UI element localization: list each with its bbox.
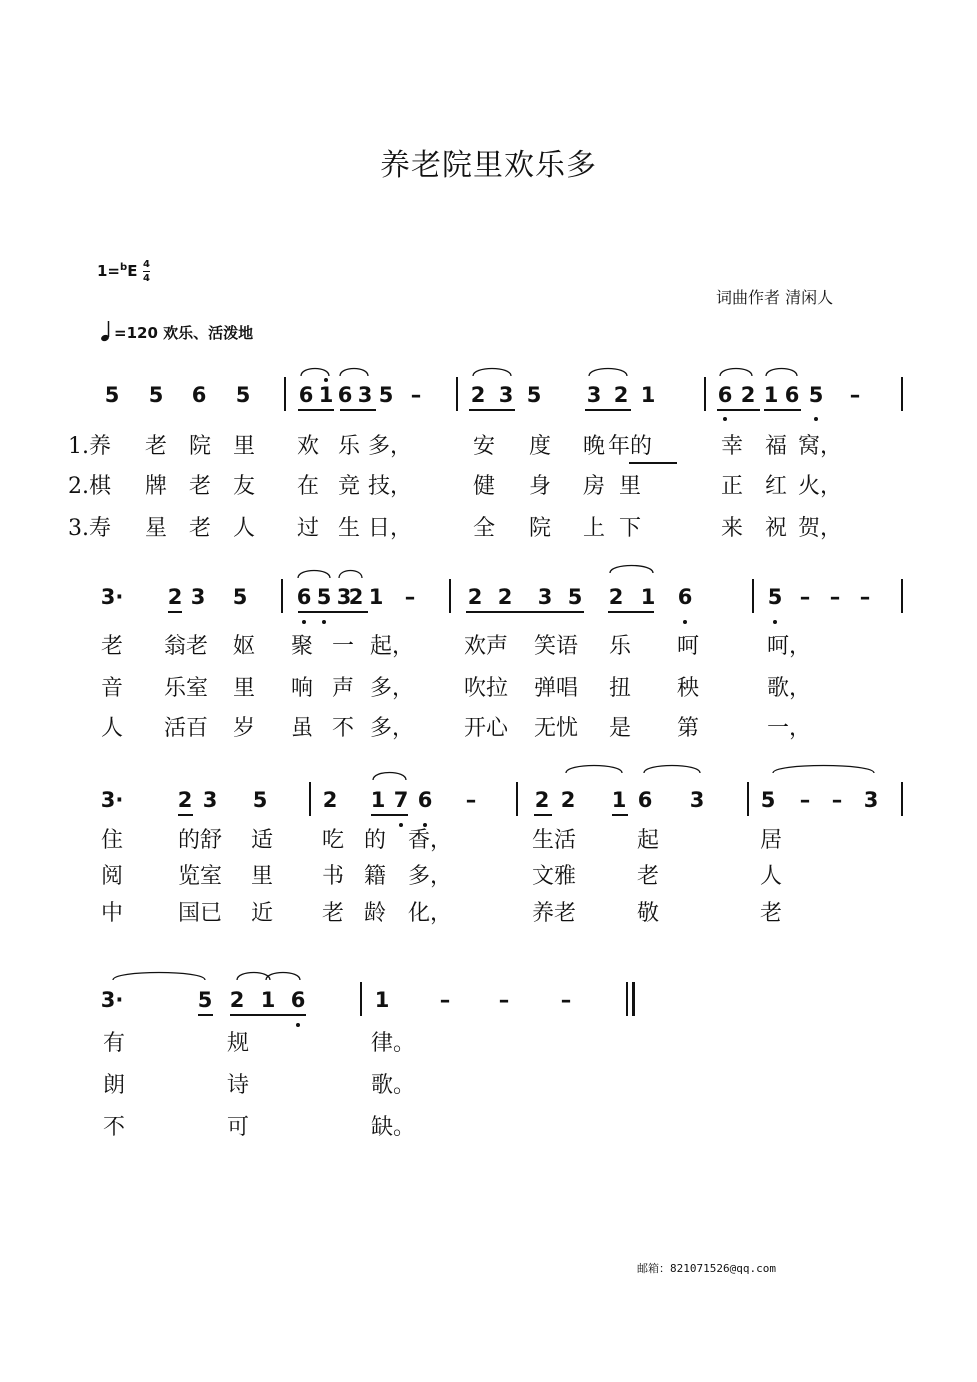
note: 5	[526, 383, 542, 407]
lyric: 1.养	[68, 434, 111, 459]
note: 2	[740, 383, 756, 407]
note: 3	[357, 383, 373, 407]
lyric: 香，	[407, 828, 453, 853]
lyric: 多，	[369, 676, 415, 701]
lyric: 聚	[290, 634, 314, 659]
lyric: 第	[676, 716, 700, 741]
lyric: 健	[472, 474, 496, 499]
slur	[589, 369, 627, 377]
lyric: 诗	[226, 1073, 250, 1098]
lyric: 歌，	[766, 676, 812, 701]
lyric: 人	[232, 516, 256, 541]
lyric: 生活	[531, 828, 577, 853]
lyric: 可	[226, 1115, 250, 1140]
lyric: 技，	[367, 474, 413, 499]
lyric: 福	[764, 434, 788, 459]
note: 3	[863, 788, 879, 812]
slur	[644, 766, 700, 774]
octave-dot	[296, 1023, 300, 1027]
slur	[473, 369, 511, 377]
note: 2	[534, 788, 550, 812]
lyric: 一	[331, 634, 355, 659]
lyric: 老	[636, 864, 660, 889]
lyric: 生	[337, 516, 361, 541]
lyric: 音	[100, 676, 124, 701]
lyric: 起，	[369, 634, 415, 659]
lyric: 籍	[363, 864, 387, 889]
lyric: 多，	[367, 434, 413, 459]
slur	[373, 773, 406, 781]
lyric: 览室	[177, 864, 223, 889]
lyric: 吃	[321, 828, 345, 853]
note: 5	[316, 585, 332, 609]
note: 2	[608, 585, 624, 609]
note: 1	[640, 383, 656, 407]
lyric: 幸	[720, 434, 744, 459]
lyric: 乐	[608, 634, 632, 659]
note: 5	[148, 383, 164, 407]
note: 5	[232, 585, 248, 609]
note: 6	[717, 383, 733, 407]
song-title: 养老院里欢乐多	[380, 148, 597, 183]
note: 2	[470, 383, 486, 407]
note: 1	[260, 988, 276, 1012]
note: 5	[235, 383, 251, 407]
lyric: 人	[100, 716, 124, 741]
octave-dot	[814, 417, 818, 421]
lyric: 窝，	[797, 434, 843, 459]
note: 3	[586, 383, 602, 407]
lyric: 翁老	[163, 634, 209, 659]
octave-dot	[322, 620, 326, 624]
note: 2	[229, 988, 245, 1012]
note: 2	[177, 788, 193, 812]
lyric: 乐	[337, 434, 361, 459]
note: 1	[370, 788, 386, 812]
note: 1	[763, 383, 779, 407]
note: 3	[336, 585, 352, 609]
note: 3	[537, 585, 553, 609]
flat-sign: b	[120, 262, 128, 273]
note: 5	[808, 383, 824, 407]
note: 6	[677, 585, 693, 609]
note: 5	[252, 788, 268, 812]
lyric: 上	[582, 516, 606, 541]
note: 6	[191, 383, 207, 407]
note: 3·	[100, 988, 124, 1012]
note: 2	[613, 383, 629, 407]
lyric: 身	[528, 474, 552, 499]
note: –	[829, 585, 841, 609]
lyric: 秧	[676, 676, 700, 701]
lyric: 贺，	[797, 516, 843, 541]
lyric: 过	[296, 516, 320, 541]
note: 3	[202, 788, 218, 812]
lyric: 里	[250, 864, 274, 889]
lyric: 敬	[636, 901, 660, 926]
lyric: 晚	[582, 434, 606, 459]
note: –	[799, 585, 811, 609]
lyric: 吹拉	[463, 676, 509, 701]
lyric: 日，	[367, 516, 413, 541]
lyric: 来	[720, 516, 744, 541]
lyric: 文雅	[531, 864, 577, 889]
lyric: 缺。	[370, 1115, 416, 1140]
lyric: 一，	[766, 716, 812, 741]
note: –	[498, 988, 510, 1012]
lyric: 老	[100, 634, 124, 659]
note: –	[560, 988, 572, 1012]
note: 6	[298, 383, 314, 407]
note: 3·	[100, 585, 124, 609]
lyric: 红	[764, 474, 788, 499]
note: 6	[296, 585, 312, 609]
note: 1	[374, 988, 390, 1012]
lyric: 老	[188, 474, 212, 499]
time-bottom: 4	[143, 273, 150, 284]
octave-dot	[683, 620, 687, 624]
lyric: 老	[188, 516, 212, 541]
lyric: 居	[759, 828, 783, 853]
lyric: 书	[321, 864, 345, 889]
tempo-marking: =120 欢乐、活泼地	[114, 324, 254, 342]
lyric: 竞	[337, 474, 361, 499]
note: –	[799, 788, 811, 812]
note: 6	[417, 788, 433, 812]
slur	[113, 973, 205, 981]
lyric: 响	[290, 676, 314, 701]
lyric: 安	[472, 434, 496, 459]
note: 6	[637, 788, 653, 812]
slur	[610, 566, 653, 574]
lyric: 歌。	[370, 1073, 416, 1098]
octave-dot	[773, 620, 777, 624]
lyric: 弹唱	[533, 676, 579, 701]
author-credit: 词曲作者 清闲人	[716, 288, 834, 307]
lyric: 朗	[102, 1073, 126, 1098]
lyric: 岁	[232, 716, 256, 741]
note: 2	[348, 585, 364, 609]
email-footer: 邮箱：821071526@qq.com	[637, 1262, 776, 1275]
note: –	[859, 585, 871, 609]
note: 3	[190, 585, 206, 609]
note: 5	[378, 383, 394, 407]
lyric: 的	[363, 828, 387, 853]
note: 6	[337, 383, 353, 407]
note: 1	[640, 585, 656, 609]
note: 2	[560, 788, 576, 812]
slur	[237, 973, 270, 981]
lyric: 人	[759, 864, 783, 889]
lyric: 国已	[177, 901, 223, 926]
lyric: 里	[232, 676, 256, 701]
time-top: 4	[143, 259, 150, 270]
key-prefix: 1=	[97, 262, 121, 280]
lyric: 院	[188, 434, 212, 459]
octave-dot	[324, 378, 328, 382]
lyric: 化，	[407, 901, 453, 926]
lyric: 老	[321, 901, 345, 926]
lyric: 适	[250, 828, 274, 853]
lyric: 老	[759, 901, 783, 926]
slur	[339, 571, 362, 579]
lyric: 不	[331, 716, 355, 741]
lyric: 多，	[407, 864, 453, 889]
note: –	[465, 788, 477, 812]
lyric: 祝	[764, 516, 788, 541]
note: 1	[611, 788, 627, 812]
key-tonic: E	[127, 262, 138, 280]
lyric: 在	[296, 474, 320, 499]
slur	[266, 973, 300, 981]
note: 3·	[100, 788, 124, 812]
lyric: 中	[100, 901, 124, 926]
octave-dot	[399, 823, 403, 827]
lyric: 院	[528, 516, 552, 541]
lyric: 有	[102, 1031, 126, 1056]
slur	[766, 369, 797, 377]
lyric: 开心	[463, 716, 509, 741]
note: 6	[290, 988, 306, 1012]
lyric: 是	[608, 716, 632, 741]
slur	[566, 766, 622, 774]
lyric: 度	[528, 434, 552, 459]
lyric: 欢	[296, 434, 320, 459]
lyric: 里	[232, 434, 256, 459]
octave-dot	[723, 417, 727, 421]
lyric: 阅	[100, 864, 124, 889]
lyric: 呵，	[766, 634, 812, 659]
note: 5	[104, 383, 120, 407]
lyric: 龄	[363, 901, 387, 926]
note: 2	[322, 788, 338, 812]
lyric: 扭	[608, 676, 632, 701]
lyric: 活百	[163, 716, 209, 741]
note: –	[439, 988, 451, 1012]
lyric: 无忧	[533, 716, 579, 741]
lyric: 里	[618, 474, 642, 499]
lyric: 火，	[797, 474, 843, 499]
slur	[298, 571, 330, 579]
lyric: 欢声	[463, 634, 509, 659]
lyric: 乐室	[163, 676, 209, 701]
lyric: 虽	[290, 716, 314, 741]
note: –	[410, 383, 422, 407]
slur	[773, 766, 874, 774]
note: 3	[498, 383, 514, 407]
lyric: 笑语	[533, 634, 579, 659]
note: 5	[767, 585, 783, 609]
lyric: 下	[618, 516, 642, 541]
lyric: 星	[144, 516, 168, 541]
lyric: 年的	[607, 434, 653, 459]
lyric: 养老	[531, 901, 577, 926]
octave-dot	[302, 620, 306, 624]
lyric: 起	[636, 828, 660, 853]
note: 2	[467, 585, 483, 609]
lyric: 近	[250, 901, 274, 926]
note: 3	[689, 788, 705, 812]
octave-dot	[423, 823, 427, 827]
lyric: 全	[472, 516, 496, 541]
lyric: 呵	[676, 634, 700, 659]
lyric: 3.寿	[68, 516, 111, 541]
note: –	[849, 383, 861, 407]
note: 2	[497, 585, 513, 609]
lyric: 牌	[144, 474, 168, 499]
note: –	[831, 788, 843, 812]
lyric: 多，	[369, 716, 415, 741]
slur	[301, 369, 329, 377]
lyric: 规	[226, 1031, 250, 1056]
lyric: 老	[144, 434, 168, 459]
lyric: 的舒	[177, 828, 223, 853]
note: 6	[784, 383, 800, 407]
lyric: 不	[102, 1115, 126, 1140]
note: 2	[167, 585, 183, 609]
lyric: 妪	[232, 634, 256, 659]
lyric: 律。	[370, 1031, 416, 1056]
lyric: 正	[720, 474, 744, 499]
lyric: 2.棋	[68, 474, 111, 499]
lyric: 房	[582, 474, 606, 499]
slur	[340, 369, 368, 377]
note: 5	[197, 988, 213, 1012]
note: 1	[368, 585, 384, 609]
lyric: 友	[232, 474, 256, 499]
lyric: 声	[331, 676, 355, 701]
note: 1	[318, 383, 334, 407]
note: 5	[567, 585, 583, 609]
note: 5	[760, 788, 776, 812]
note: 7	[393, 788, 409, 812]
lyric: 住	[100, 828, 124, 853]
slur	[720, 369, 752, 377]
note: –	[404, 585, 416, 609]
